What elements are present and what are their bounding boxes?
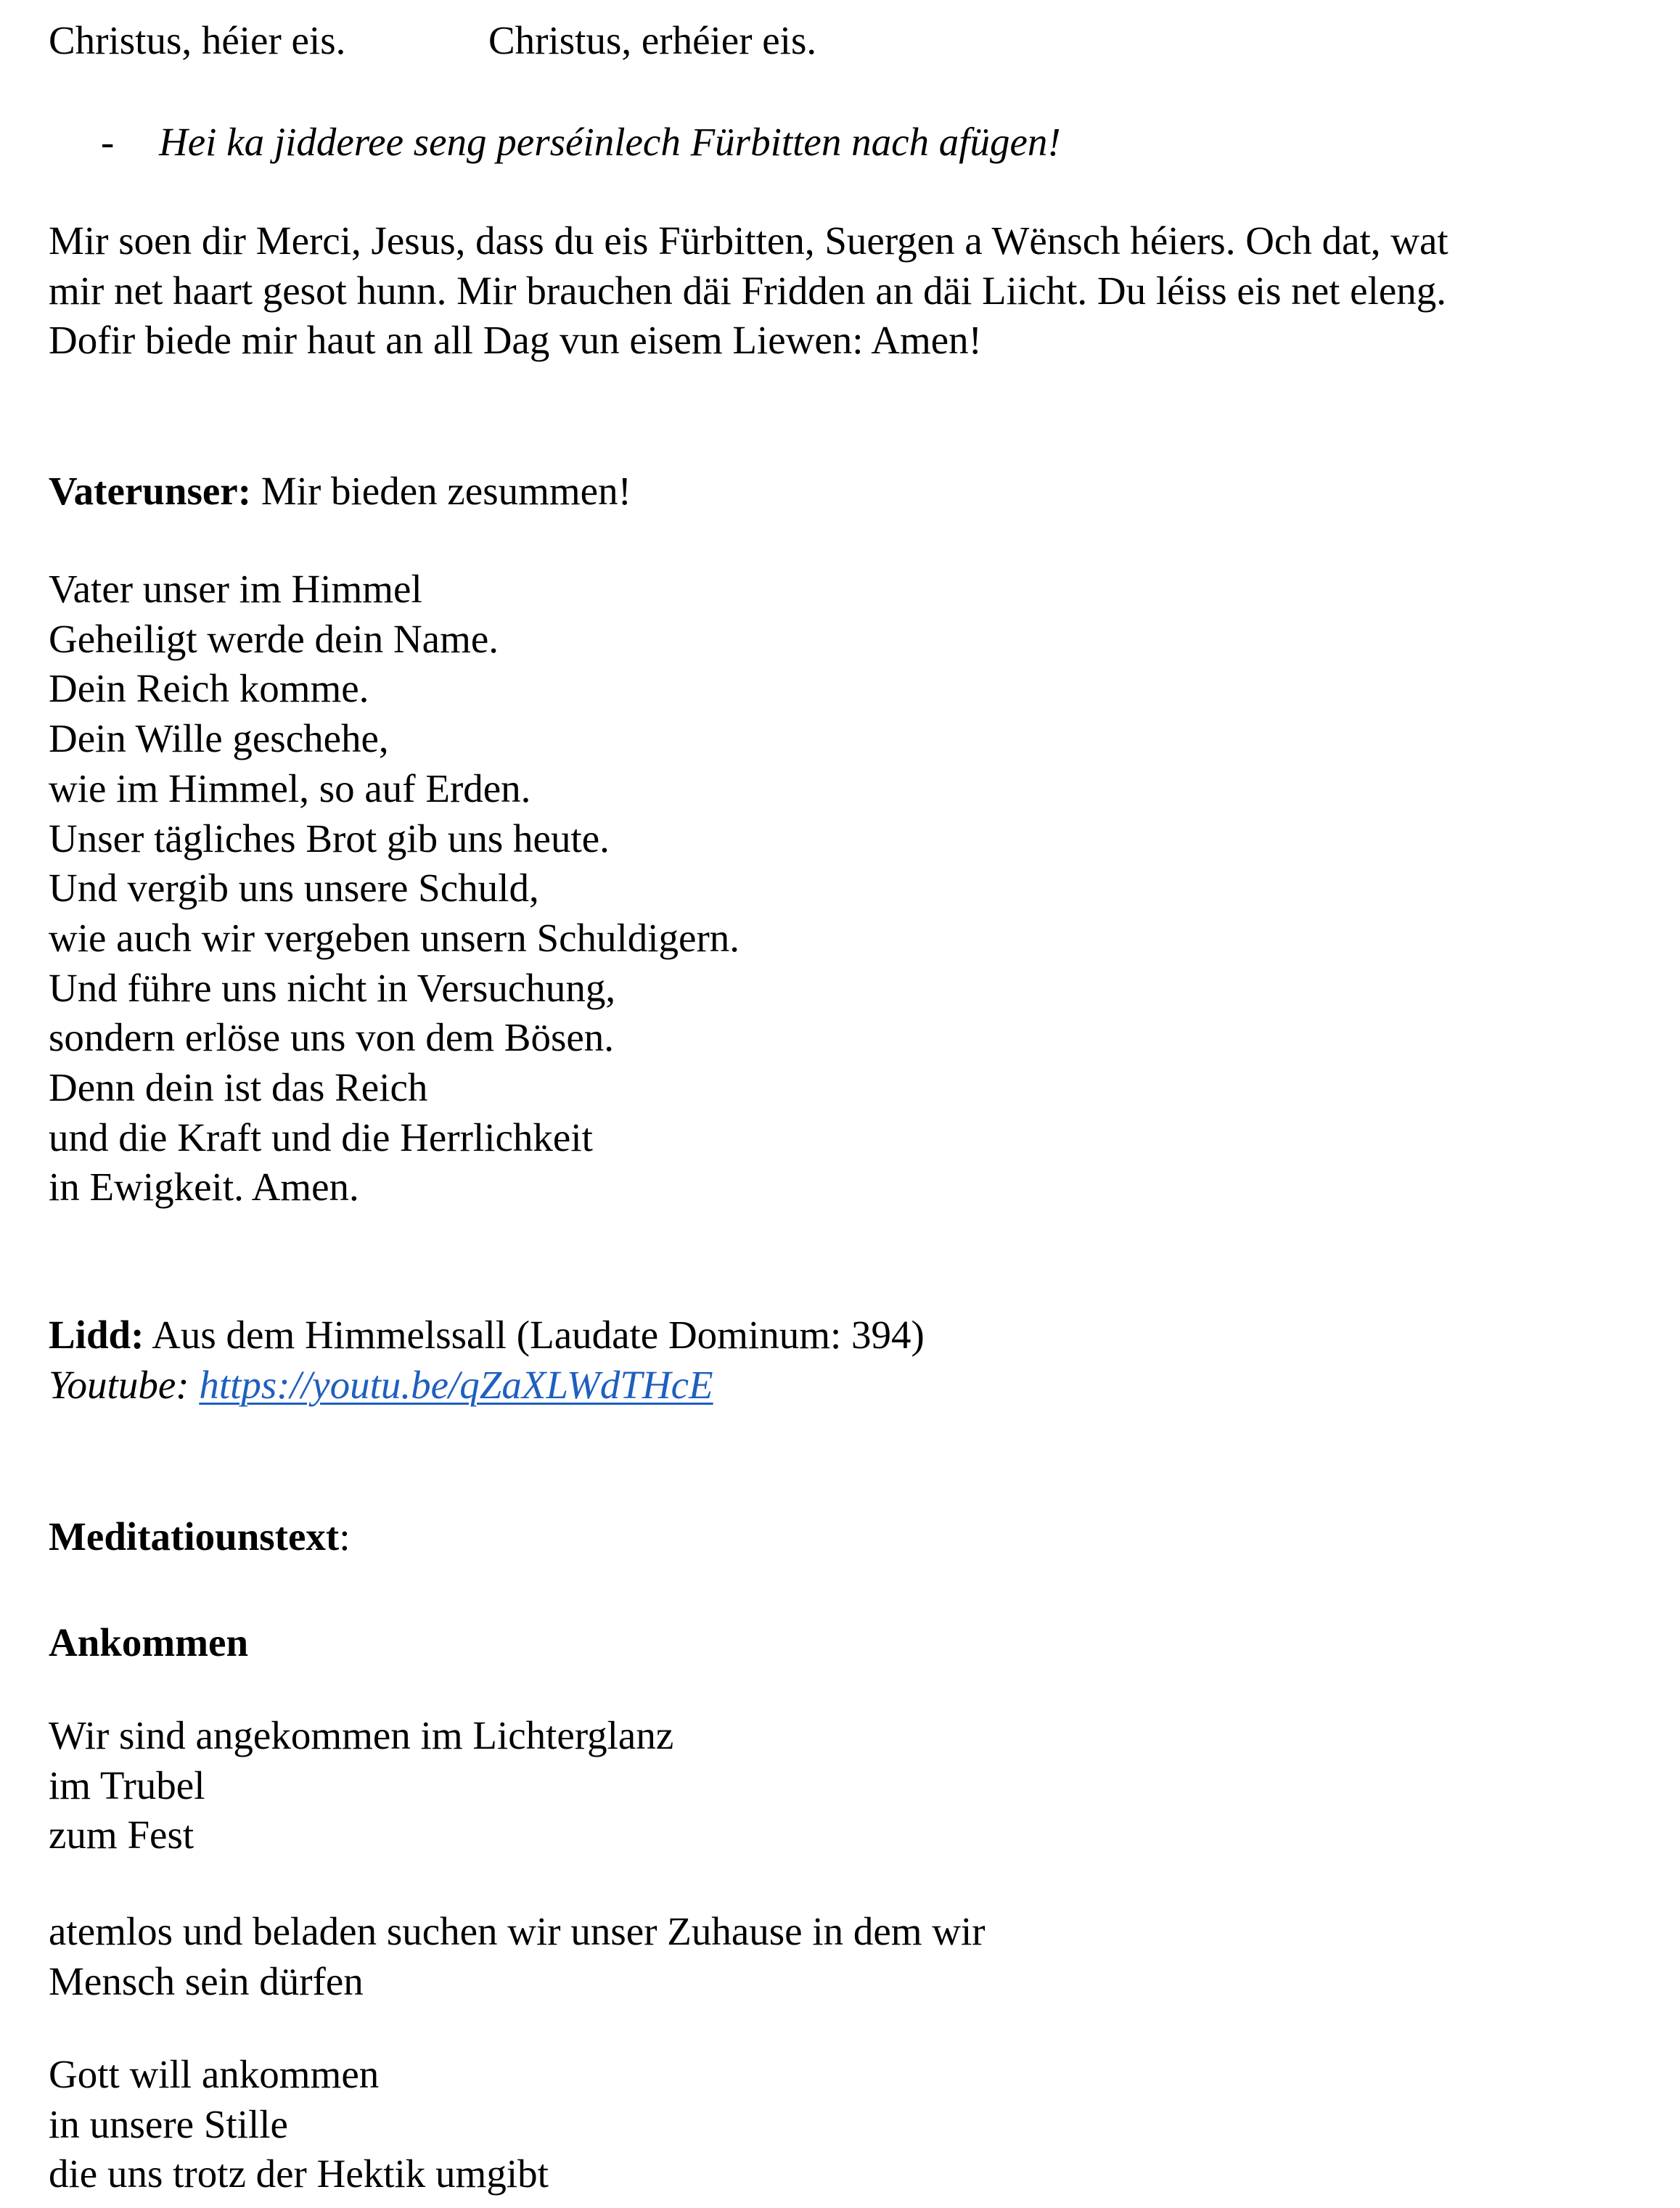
lidd-heading: Lidd: [49, 1313, 144, 1357]
prayer-line: Und vergib uns unsere Schuld, [49, 866, 539, 911]
lidd-title: Aus dem Himmelssall (Laudate Dominum: 394) [144, 1313, 925, 1357]
meditation-stanza-1 [49, 1711, 1587, 1860]
prayer-line: Vater unser im Himmel [49, 567, 422, 611]
poem-line: Gott will ankommen [49, 2052, 380, 2096]
poem-line: Mensch sein dürfen [49, 1958, 364, 2003]
prayer-line: wie im Himmel, so auf Erden. [49, 766, 531, 810]
closing-prayer-line: Dofir biede mir haut an all Dag vun eisem Liewen: Amen! [49, 318, 983, 363]
poem-line: in unsere Stille [49, 2101, 288, 2146]
poem-line: die uns trotz der Hektik umgibt [49, 2151, 549, 2196]
closing-prayer [49, 216, 1587, 366]
vaterunser-heading-line [49, 467, 631, 516]
instruction-text: Hei ka jidderee seng perséinlech Fürbitten nach afügen! [159, 120, 1061, 164]
youtube-label: Youtube: [49, 1363, 200, 1407]
vaterunser-heading: Vaterunser: [49, 469, 252, 513]
response-right: Christus, erhéier eis. [488, 18, 817, 62]
poem-line: atemlos und beladen suchen wir unser Zuhause in dem wir [49, 1909, 986, 1953]
poem-line: zum Fest [49, 1813, 194, 1858]
instruction [159, 118, 1061, 167]
meditation-title-line [49, 1618, 248, 1667]
response-left: Christus, héier eis. [49, 18, 346, 62]
prayer-line: Unser tägliches Brot gib uns heute. [49, 816, 610, 861]
prayer-line: Und führe uns nicht in Versuchung, [49, 965, 616, 1010]
prayer-line: Dein Reich komme. [49, 666, 369, 711]
vaterunser-intro: Mir bieden zesummen! [251, 469, 631, 513]
youtube-line [49, 1360, 713, 1410]
poem-line: Wir sind angekommen im Lichterglanz [49, 1713, 674, 1757]
meditation-stanza-2 [49, 1907, 1587, 2006]
closing-prayer-line: Mir soen dir Merci, Jesus, dass du eis Fürbitten, Suergen a Wënsch héiers. Och dat, wat [49, 218, 1449, 263]
youtube-link[interactable]: https://youtu.be/qZaXLWdTHcE [199, 1363, 713, 1407]
response-line [49, 16, 345, 65]
prayer-line: in Ewigkeit. Amen. [49, 1165, 359, 1210]
prayer-line: wie auch wir vergeben unsern Schuldigern. [49, 915, 740, 960]
vaterunser-text [49, 565, 1587, 1212]
prayer-line: Geheiligt werde dein Name. [49, 616, 499, 661]
meditation-heading: Meditatiounstext [49, 1514, 340, 1559]
prayer-line: Dein Wille geschehe, [49, 716, 389, 761]
meditation-stanza-3 [49, 2050, 1587, 2199]
response-line-right [488, 16, 816, 65]
poem-line: im Trubel [49, 1762, 205, 1807]
meditation-colon: : [339, 1514, 351, 1559]
prayer-line: sondern erlöse uns von dem Bösen. [49, 1015, 615, 1060]
closing-prayer-line: mir net haart gesot hunn. Mir brauchen däi Fridden an däi Liicht. Du léiss eis net eleng. [49, 268, 1447, 313]
prayer-line: Denn dein ist das Reich [49, 1065, 428, 1110]
meditation-heading-line [49, 1512, 351, 1561]
instruction-bullet [101, 118, 114, 167]
meditation-title: Ankommen [49, 1620, 249, 1665]
prayer-line: und die Kraft und die Herrlichkeit [49, 1115, 593, 1160]
bullet-dash: - [101, 120, 115, 164]
lidd-line [49, 1310, 925, 1360]
